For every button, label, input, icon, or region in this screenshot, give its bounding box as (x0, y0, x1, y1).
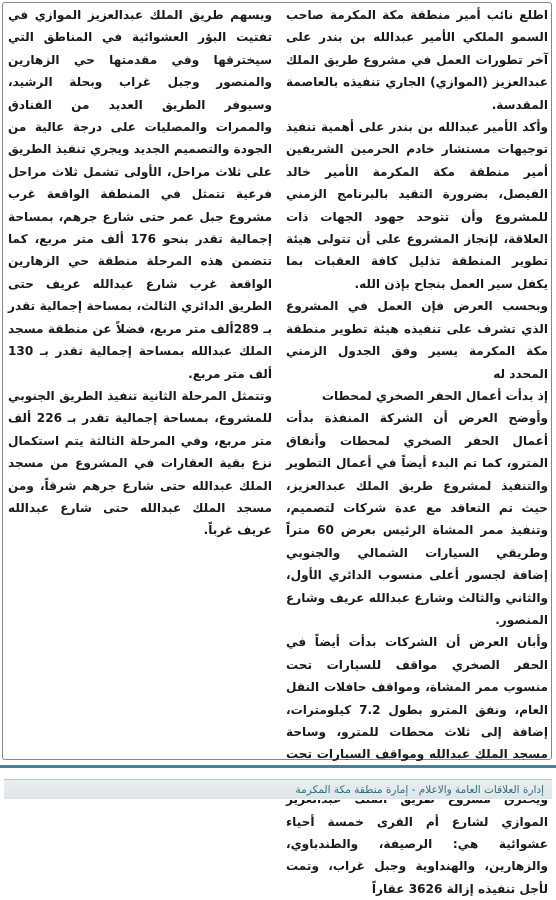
footer-credit: إدارة العلاقات العامة والاعلام - إمارة منطقة مكة المكرمة (295, 783, 544, 796)
footer (0, 770, 556, 800)
paragraph: وتتمثل المرحلة الثانية تنفيذ الطريق الجنوبي للمشروع، بمساحة إجمالية تقدر بـ 226 ألف متر مربع، وفي المرحلة الثالثة يتم استكمال نزع بقية العقارات في المشروع من مسجد الملك عبدالله حتى شارع جرهم شرقاً، ومن مسجد الملك عبدالله حتى شارع عبدالله عريف غرباً. (8, 388, 272, 538)
paragraph: إذ بدأت أعمال الحفر الصخري لمحطات (321, 388, 548, 403)
paragraph: الموازي لشارع أم القرى خمسة أحياء عشوائية هي: الرصيفة، والطندباوي، والزهارين، والهنداوية وجبل غراب، وتمت لأجل تنفيذه إزالة 3626 عقاراً (286, 814, 548, 896)
article-column-left (8, 4, 272, 542)
paragraph: اطلع نائب أمير منطقة مكة المكرمة صاحب السمو الملكي الأمير عبدالله بن بندر على آخر تطورات العمل في مشروع طريق الملك عبدالعزيز (الموازي) الجاري تنفيذه بالعاصمة المقدسة. (286, 8, 548, 112)
footer-divider (0, 765, 556, 768)
paragraph: وأكد الأمير عبدالله بن بندر على أهمية تنفيذ توجيهات مستشار خادم الحرمين الشريفين أمير منطقة مكة المكرمة الأمير خالد الفيصل، بضرورة التقيد بالبرنامج الزمني للمشروع وأن تتوحد جهود الجهات ذات العلاقة، لإنجاز المشروع على أن تتولى هيئة تطوير المنطقة تذليل كافة العقبات بما يكفل سير العمل بنجاح بإذن الله. (286, 120, 548, 291)
paragraph: ويسهم طريق الملك عبدالعزيز الموازي في تفتيت البؤر العشوائية في المناطق التي سيخترقها وفي مقدمتها حي الزهارين والمنصور وجبل غراب وبحلة الرشيد، وسيوفر الطريق العديد من الفنادق والممرات والمصليات على درجة عالية من الجودة والتصميم الجديد ويجري تنفيذ الطريق على ثلاث مراحل، الأولى تشمل ثلاث مراحل فرعية تتمثل في المنطقة الواقعة غرب مشروع جبل عمر حتى شارع جرهم، بمساحة إجمالية تقدر بنحو 176 ألف متر مربع، كما تتضمن هذه المرحلة منطقة حي الزهارين الواقعة غرب شارع عبدالله عريف حتى الطريق الدائري الثالث، بمساحة إجمالية تقدر بـ 289ألف متر مربع، فضلاً عن منطقة مسجد الملك عبدالله بمساحة إجمالية تقدر بـ 130 ألف متر مربع. (8, 8, 273, 381)
paragraph: وأبان العرض أن الشركات بدأت أيضاً في الحفر الصخري مواقف للسيارات تحت منسوب ممر المشاة، ومواقف حافلات النقل العام، ونفق المترو بطول 7.2 كيلومترات، إضافة إلى ثلاث محطات للمترو، وساحة مسجد الملك عبدالله ومواقف السيارات تحت (286, 635, 548, 762)
footer-band (4, 779, 552, 799)
paragraph: وبحسب العرض فإن العمل في المشروع الذي تشرف على تنفيذه هيئة تطوير منطقة مكة المكرمة يسير وفق الجدول الزمني المحدد له (286, 299, 548, 381)
paragraph: وأوضح العرض أن الشركة المنفذة بدأت أعمال الحفر الصخري لمحطات وأنفاق المترو، كما تم البدء أيضاً في أعمال التطوير والتنفيذ لمشروع طريق الملك عبدالعزيز، حيث تم التعاقد مع عدة شركات لتصميم، وتنفيذ ممر المشاة الرئيس بعرض 60 متراً وطريقي السيارات الشمالي والجنوبي إضافة لجسور أعلى منسوب الدائري الأول، والثاني والثالث وشارع عبدالله عريف وشارع المنصور. (286, 411, 548, 627)
